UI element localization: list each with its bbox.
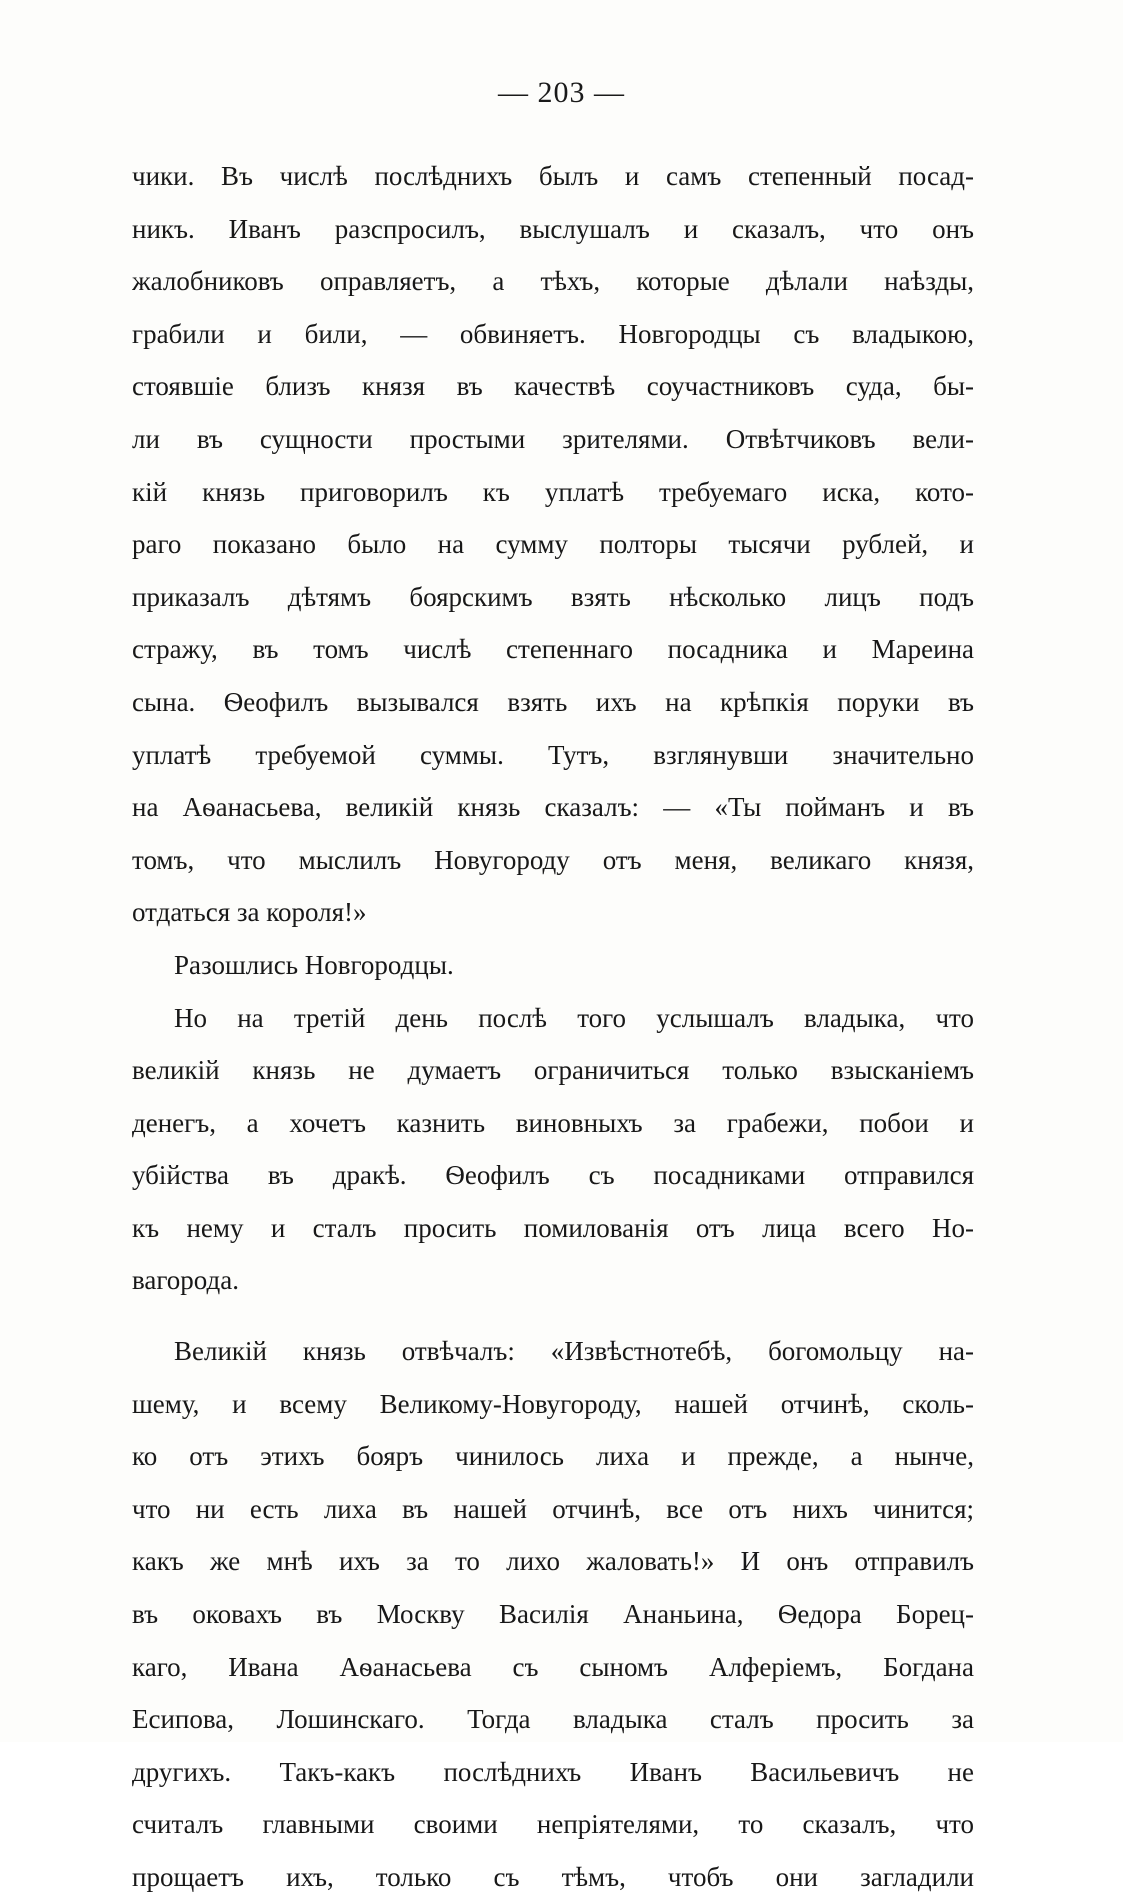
text-line: Разошлись Новгородцы. — [174, 949, 454, 980]
text-line: Но на третій день послѣ того услышалъ владыка, что — [174, 1002, 974, 1033]
text-line: никъ. Иванъ разспросилъ, выслушалъ и сказалъ, что онъ — [132, 213, 974, 244]
text-line: ко отъ этихъ бояръ чинилось лиха и прежде, а нынче, — [132, 1441, 974, 1472]
text-line: къ нему и сталъ просить помилованія отъ лица всего Но- — [132, 1212, 974, 1243]
text-line: какъ же мнѣ ихъ за то лихо жаловать!» И онъ отправилъ — [132, 1546, 974, 1577]
text-line: что ни есть лиха въ нашей отчинѣ, все отъ нихъ чинится; — [132, 1493, 974, 1524]
text-line: денегъ, а хочетъ казнить виновныхъ за грабежи, побои и — [132, 1107, 974, 1138]
text-line: томъ, что мыслилъ Новугороду отъ меня, великаго князя, — [132, 844, 974, 875]
text-line: прощаетъ ихъ, только съ тѣмъ, чтобъ они загладили — [132, 1862, 974, 1892]
text-line: убійства въ дракѣ. Ѳеофилъ съ посадниками отправился — [132, 1160, 974, 1191]
text-line: приказалъ дѣтямъ боярскимъ взять нѣсколько лицъ подъ — [132, 581, 974, 612]
text-line: раго показано было на сумму полторы тысячи рублей, и — [132, 529, 974, 560]
text-line: стражу, въ томъ числѣ степеннаго посадника и Мареина — [132, 634, 974, 665]
text-line: стоявшіе близъ князя въ качествѣ соучастниковъ суда, бы- — [132, 371, 974, 402]
text-line: Великій князь отвѣчалъ: «Извѣстнотебѣ, богомольцу на- — [174, 1336, 974, 1367]
text-line: вагорода. — [132, 1265, 239, 1296]
text-line: другихъ. Такъ-какъ послѣднихъ Иванъ Васильевичъ не — [132, 1756, 974, 1787]
page-number: — 203 — — [498, 76, 625, 109]
text-line: ли въ сущности простыми зрителями. Отвѣтчиковъ вели- — [132, 423, 974, 454]
text-line: отдаться за короля!» — [132, 897, 367, 928]
text-line: Есипова, Лошинскаго. Тогда владыка сталъ просить за — [132, 1704, 974, 1735]
text-line: сына. Ѳеофилъ вызывался взять ихъ на крѣпкія поруки въ — [132, 686, 974, 717]
body-text — [132, 150, 974, 1904]
text-line: жалобниковъ оправляетъ, а тѣхъ, которые дѣлали наѣзды, — [132, 266, 974, 297]
text-line: каго, Ивана Аѳанасьева съ сыномъ Алферіемъ, Богдана — [132, 1651, 974, 1682]
text-line: на Аѳанасьева, великій князь сказалъ: — «Ты пойманъ и въ — [132, 792, 974, 823]
text-line: великій князь не думаетъ ограничиться только взысканіемъ — [132, 1055, 974, 1086]
text-line: чики. Въ числѣ послѣднихъ былъ и самъ степенный посад- — [132, 161, 974, 191]
text-line: грабили и били, — обвиняетъ. Новгородцы съ владыкою, — [132, 318, 974, 349]
text-line: въ оковахъ въ Москву Василія Ананьина, Ѳедора Борец- — [132, 1599, 974, 1630]
text-line: уплатѣ требуемой суммы. Тутъ, взглянувши значительно — [132, 739, 974, 770]
text-line: кій князь приговорилъ къ уплатѣ требуемаго иска, кото- — [132, 476, 974, 507]
text-line: считалъ главными своими непріятелями, то сказалъ, что — [132, 1809, 974, 1840]
text-line: шему, и всему Великому-Новугороду, нашей отчинѣ, сколь- — [132, 1388, 974, 1419]
